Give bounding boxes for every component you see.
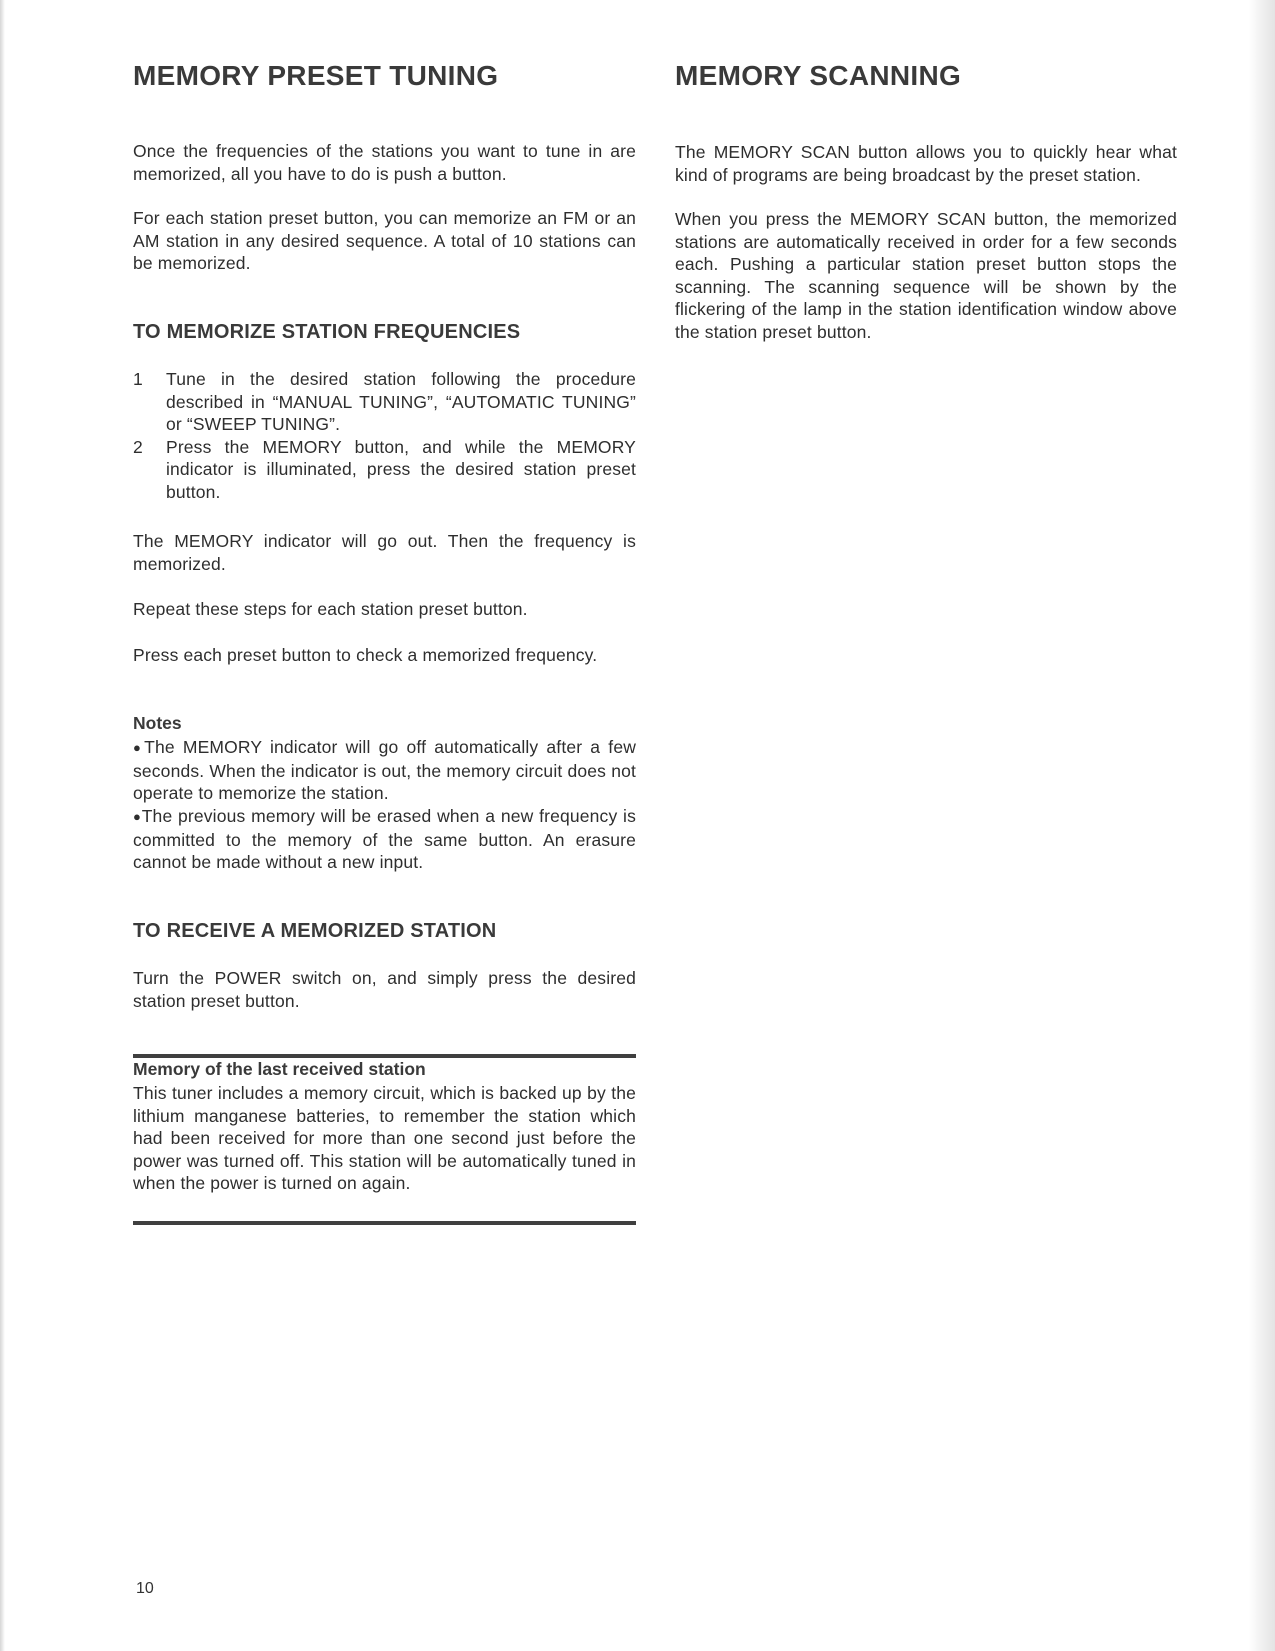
step-number: 2 xyxy=(133,436,143,457)
bullet-icon: ● xyxy=(133,809,142,824)
receive-station-heading: TO RECEIVE A MEMORIZED STATION xyxy=(133,920,497,942)
page-edge-left xyxy=(0,0,5,1651)
check-paragraph: Press each preset button to check a memorized frequency. xyxy=(133,645,598,665)
notes-title: Notes xyxy=(133,713,182,733)
receive-paragraph: Turn the POWER switch on, and simply press the desired station preset button. xyxy=(133,968,636,1011)
note-text: The MEMORY indicator will go off automatically after a few seconds. When the indicator is out, the memory circuit does not operate to memorize the station. xyxy=(133,737,636,803)
note-item xyxy=(133,736,636,805)
memory-box-top-rule xyxy=(133,1054,636,1058)
bullet-icon: ● xyxy=(133,740,145,755)
memory-box-text: This tuner includes a memory circuit, which is backed up by the lithium manganese batteries, to remember the station which had been received for more than one second just before the power was turned off. This station will be automatically tuned in when the power is turned on again. xyxy=(133,1083,636,1193)
step-text: Press the MEMORY button, and while the MEMORY indicator is illuminated, press the desired station preset button. xyxy=(166,436,636,502)
memorized-paragraph: The MEMORY indicator will go out. Then the frequency is memorized. xyxy=(133,531,636,574)
page-number: 10 xyxy=(136,1580,154,1597)
scan-paragraph-2: When you press the MEMORY SCAN button, the memorized stations are automatically received in order for a few seconds each. Pushing a particular station preset button stops the scanning. The scanning sequence will be shown by the flickering of the lamp in the station identification window above the station preset button. xyxy=(675,209,1177,342)
step-text: Tune in the desired station following the procedure described in “MANUAL TUNING”, “AUTOMATIC TUNING” or “SWEEP TUNING”. xyxy=(166,369,636,434)
memory-box-title: Memory of the last received station xyxy=(133,1059,426,1079)
page-edge-right xyxy=(1249,0,1275,1651)
note-text: The previous memory will be erased when a new frequency is committed to the memory of the same button. An erasure cannot be made without a new input. xyxy=(133,806,636,872)
scan-paragraph-1: The MEMORY SCAN button allows you to quickly hear what kind of programs are being broadcast by the preset station. xyxy=(675,142,1177,185)
step-item xyxy=(133,436,636,504)
repeat-paragraph: Repeat these steps for each station preset button. xyxy=(133,599,528,619)
step-number: 1 xyxy=(133,369,143,389)
step-item xyxy=(133,368,636,436)
memory-box-bottom-rule xyxy=(133,1221,636,1225)
intro-paragraph-2: For each station preset button, you can memorize an FM or an AM station in any desired sequence. A total of 10 stations can be memorized. xyxy=(133,208,636,273)
memory-preset-tuning-heading: MEMORY PRESET TUNING xyxy=(133,60,499,91)
note-item xyxy=(133,805,636,874)
memorize-steps-list xyxy=(133,368,636,503)
intro-paragraph-1: Once the frequencies of the stations you want to tune in are memorized, all you have to do is push a button. xyxy=(133,141,636,184)
memory-scanning-heading: MEMORY SCANNING xyxy=(675,60,962,91)
memorize-frequencies-heading: TO MEMORIZE STATION FREQUENCIES xyxy=(133,321,521,343)
